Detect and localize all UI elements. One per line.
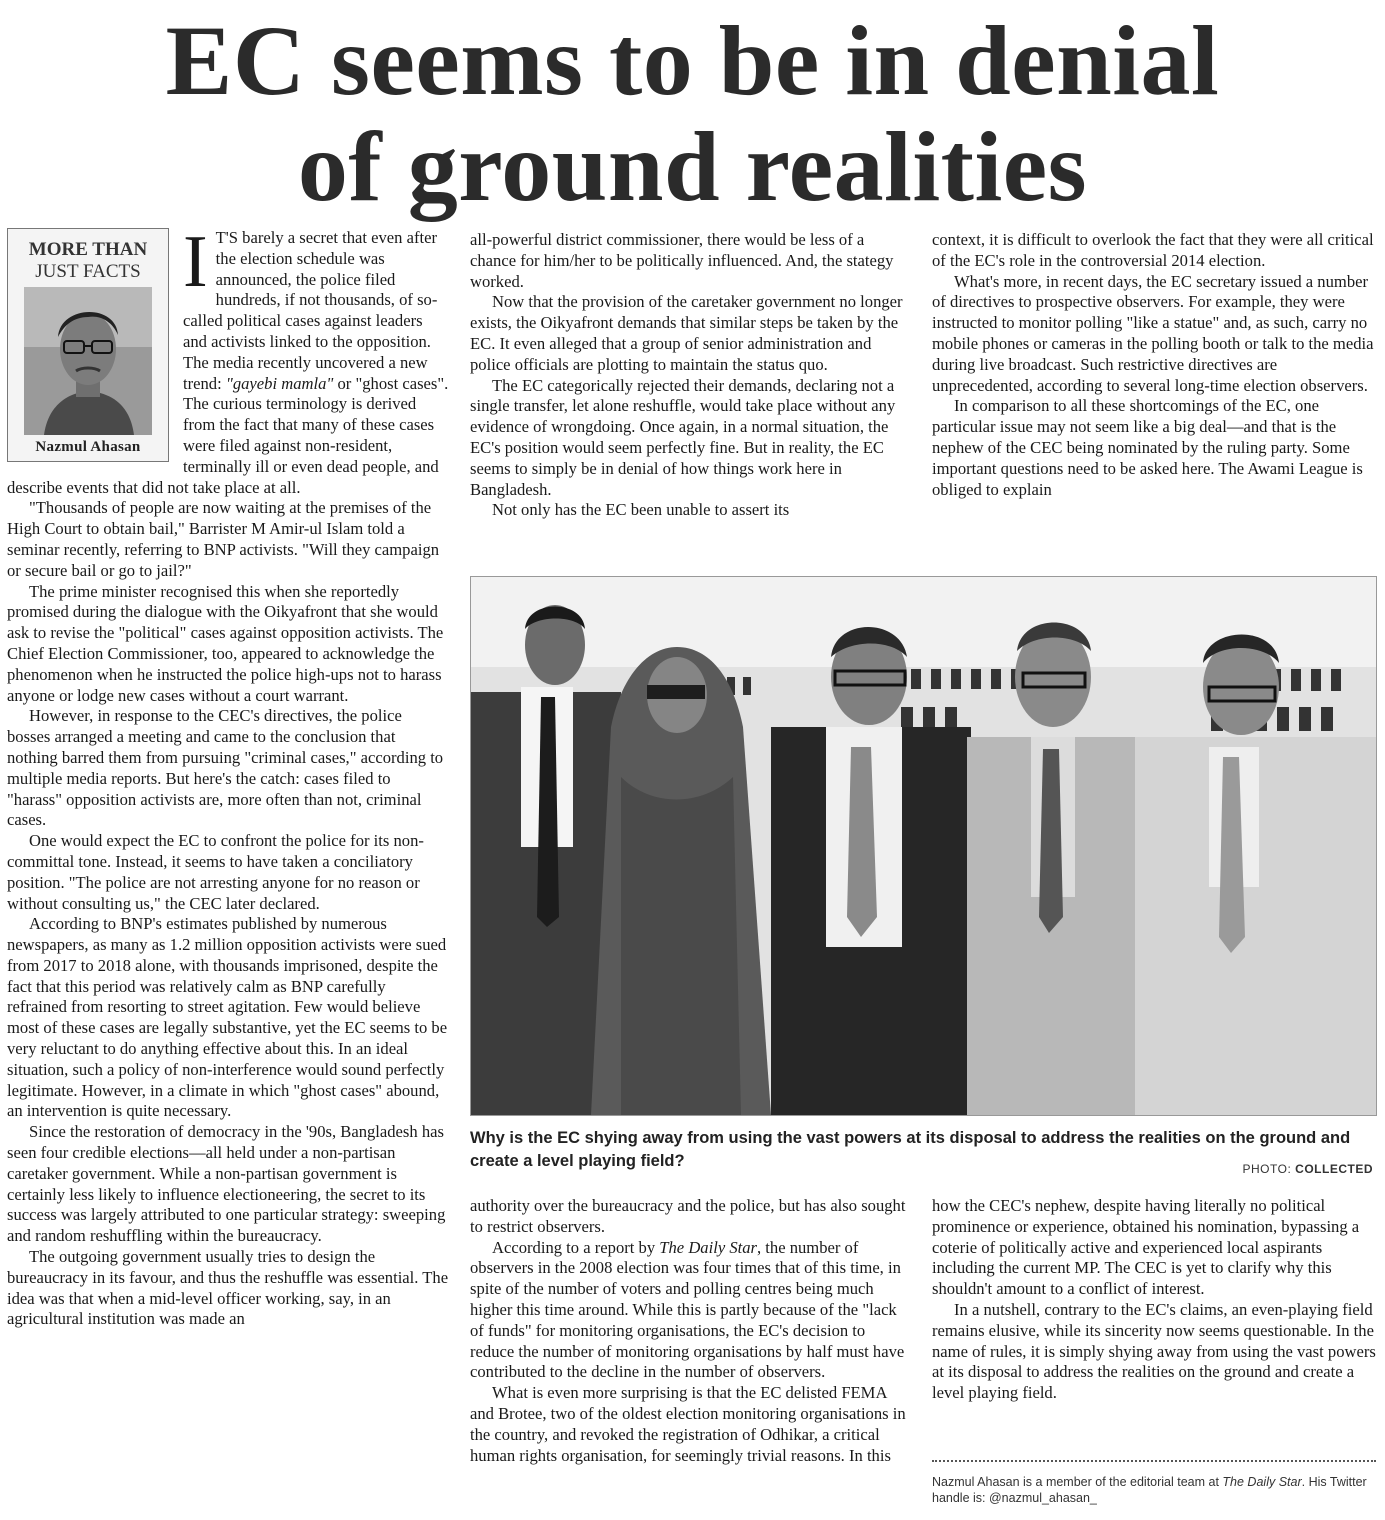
- col3-para-2: What's more, in recent days, the EC secretary issued a number of directives to prospective observers. For example, they were instructed to monitor polling "like a statue" and, as such, carry no mobile phones or cameras in the polling booth or talk to the media during live broadcast. Such restrictive directives are unprecedented, according to several long-time election observers.: [932, 271, 1374, 395]
- headline: [0, 5, 1385, 222]
- column-3-bottom: [932, 1196, 1376, 1404]
- column-2-top: [470, 230, 910, 521]
- col1-para-2: "Thousands of people are now waiting at the premises of the High Court to obtain bail," Barrister M Amir-ul Islam told a seminar recently, referring to BNP activists. "Will they campaign or secure bail or go to jail?": [7, 498, 440, 580]
- col2b-para-3: What is even more surprising is that the EC delisted FEMA and Brotee, two of the oldest election monitoring organisations in the country, and revoked the registration of Odhikar, a critical human rights organisation, for seemingly trivial reasons. In this: [470, 1383, 906, 1465]
- col3-para-1: context, it is difficult to overlook the fact that they were all critical of the EC's role in the controversial 2014 election.: [932, 230, 1374, 270]
- col2-para-4: Not only has the EC been unable to assert its: [492, 500, 790, 520]
- author-bio: Nazmul Ahasan is a member of the editorial team at The Daily Star. His Twitter handle is: @nazmul_ahasan_: [932, 1475, 1367, 1505]
- author-portrait: [24, 287, 152, 435]
- headline-line-2: of ground realities: [297, 111, 1088, 222]
- col2b-para-1: authority over the bureaucracy and the police, but has also sought to restrict observers.: [470, 1196, 906, 1236]
- col1-para-8: The outgoing government usually tries to design the bureaucracy in its favour, and thus the reshuffle was essential. The idea was that when a mid-level officer working, say, in an agricultural institution was made an: [7, 1247, 449, 1329]
- col3-para-3: In comparison to all these shortcomings of the EC, one particular issue may not seem like a big deal—and that is the nephew of the CEC being nominated by the ruling party. Some important questions need to be asked here. The Awami League is obliged to explain: [932, 396, 1363, 499]
- photo-caption: Why is the EC shying away from using the vast powers at its disposal to address the realities on the ground and create a level playing field?: [470, 1129, 1351, 1170]
- divider: [932, 1460, 1376, 1462]
- author-box: [7, 228, 169, 462]
- col2-para-1: all-powerful district commissioner, there would be less of a chance for him/her to be politically influenced. And, the stategy worked.: [470, 230, 894, 291]
- col1-para-4: However, in response to the CEC's directives, the police bosses arranged a meeting and came to the conclusion that nothing barred them from pursuing "criminal cases," according to multiple media reports. But here's the catch: cases filed to "harass" opposition activists are, more often than not, criminal cases.: [7, 706, 444, 830]
- drop-cap: I: [183, 221, 208, 303]
- col1-para-7: Since the restoration of democracy in the '90s, Bangladesh has seen four credible elections—all held under a non-partisan caretaker government. While a non-partisan government is certainly less likely to influence electioneering, the secret to its success was largely attributed to one particular strategy: sweeping and random reshuffling within the bureaucracy.: [7, 1122, 446, 1246]
- col1-para-1: I T'S barely a secret that even after the election schedule was announced, the police filed hundreds, if not thousands, of so-called political cases against leaders and activists linked to the opposition. The media recently uncovered a new trend: "gayebi mamla" or "ghost cases". The curious terminology is derived from the fact that many of these cases were filed against non-resident, terminally ill or even dead people, and describe events that did not take place at all.: [7, 221, 449, 497]
- news-photo: [470, 576, 1377, 1116]
- col2-para-2: Now that the provision of the caretaker government no longer exists, the Oikyafront demands that similar steps be taken by the EC. It even alleged that a group of senior administration and police officials are plotting to maintain the status quo.: [470, 292, 903, 374]
- col1-para-5: One would expect the EC to confront the police for its non-committal tone. Instead, it seems to have taken a conciliatory position. "The police are not arresting anyone for no reason or without consulting us," the CEC later declared.: [7, 831, 424, 913]
- col1-para-3: The prime minister recognised this when she reportedly promised during the dialogue with the Oikyafront that she would ask to revise the "political" cases against opposition activists. The Chief Election Commissioner, too, appeared to acknowledge the phenomenon when he instructed the police high-ups not to harass anyone or lodge new cases without a court warrant.: [7, 581, 444, 705]
- col1-para-6: According to BNP's estimates published by numerous newspapers, as many as 1.2 million opposition activists were sued from 2017 to 2018 alone, with thousands imprisoned, despite the fact that this period was relatively calm as BNP carefully refrained from resorting to street agitation. Few would believe most of these cases are legally substantive, yet the EC seems to be very reluctant to do anything effective about this. In an ideal situation, such a policy of non-interference would sound perfectly legitimate. However, in a climate in which "ghost cases" abound, an intervention is quite necessary.: [7, 914, 448, 1121]
- col3b-para-2: In a nutshell, contrary to the EC's claims, an even-playing field remains elusive, while its sincerity now seems questionable. In the name of rules, it is simply shying away from using the vast powers at its disposal to address the realities on the ground and create a level playing field.: [932, 1299, 1376, 1403]
- column-tag-line-1: MORE THAN: [28, 239, 148, 260]
- column-1: [7, 221, 449, 1330]
- column-tag-line-2: JUST FACTS: [35, 261, 141, 282]
- column-3-top: [932, 230, 1376, 500]
- col2-para-3: The EC categorically rejected their demands, declaring not a single transfer, let alone reshuffle, would take place without any evidence of wrongdoing. Once again, in a normal situation, the EC's position would seem perfectly fine. But in reality, the EC seems to simply be in denial of how things work here in Bangladesh.: [470, 375, 896, 499]
- column-2-bottom: [470, 1196, 910, 1466]
- headline-line-1: EC seems to be in denial: [165, 5, 1220, 116]
- author-name: Nazmul Ahasan: [35, 439, 141, 455]
- column-tag: [8, 239, 168, 283]
- col3b-para-1: how the CEC's nephew, despite having literally no political prominence or experience, obtained his nomination, bypassing a coterie of politically active and experienced local aspirants including the current MP. The CEC is yet to clarify why this shouldn't amount to a conflict of interest.: [932, 1196, 1360, 1299]
- photo-credit: PHOTO: COLLECTED: [1242, 1162, 1373, 1176]
- col2b-para-2: According to a report by The Daily Star, the number of observers in the 2008 election was four times that of this time, in spite of the number of voters and polling centres being much higher this time around. While this is partly because of the "lack of funds" for monitoring organisations, the EC's decision to reduce the number of monitoring organisations by half must have contributed to the decline in the number of observers.: [470, 1237, 905, 1382]
